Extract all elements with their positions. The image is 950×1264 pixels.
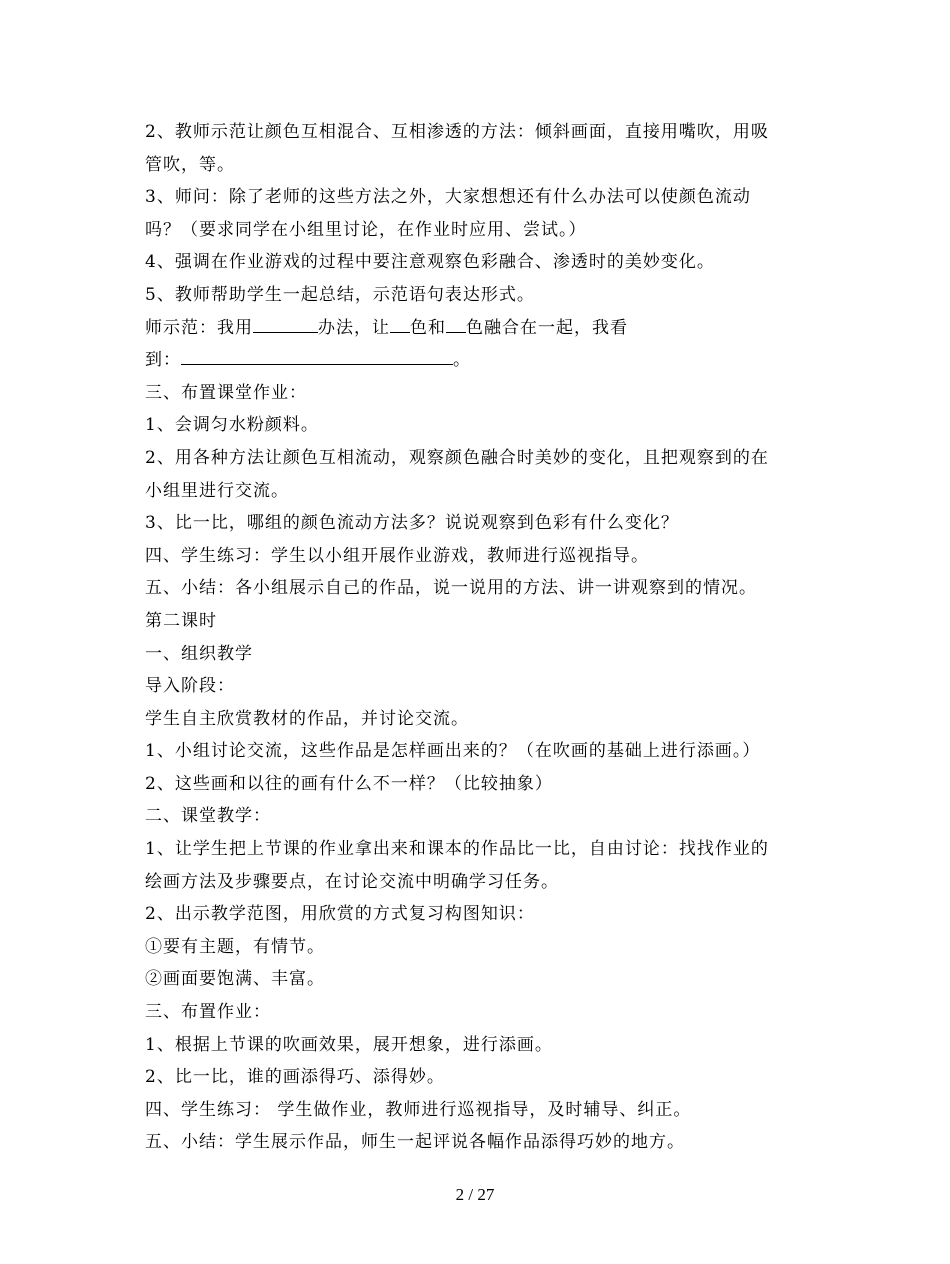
template-text: 色和 — [410, 317, 446, 338]
template-text: 办法，让 — [318, 317, 390, 338]
text-line: 2、比一比，谁的画添得巧、添得妙。 — [145, 1067, 445, 1088]
text-line: 2、出示教学范图，用欣赏的方式复习构图知识： — [145, 904, 535, 925]
text-line: 4、强调在作业游戏的过程中要注意观察色彩融合、渗透时的美妙变化。 — [145, 252, 715, 273]
section-heading: 四、学生练习： 学生做作业，教师进行巡视指导，及时辅导、纠正。 — [145, 1099, 692, 1120]
text-line: 2、用各种方法让颜色互相流动，观察颜色融合时美妙的变化，且把观察到的在 — [145, 447, 769, 468]
fill-blank — [253, 312, 318, 333]
text-line: 1、让学生把上节课的作业拿出来和课本的作品比一比，自由讨论：找找作业的 — [145, 839, 769, 860]
text-line: 3、比一比，哪组的颜色流动方法多？说说观察到色彩有什么变化？ — [145, 513, 679, 534]
document-body — [145, 116, 815, 1159]
section-heading: 一、组织教学 — [145, 643, 253, 664]
fill-in-template-line — [145, 312, 815, 345]
text-line: 吗？（要求同学在小组里讨论，在作业时应用、尝试。） — [145, 219, 587, 240]
template-text: 色融合在一起，我看 — [466, 317, 628, 338]
text-line: ①要有主题，有情节。 — [145, 936, 325, 957]
text-line: 3、师问：除了老师的这些方法之外，大家想想还有什么办法可以使颜色流动 — [145, 187, 751, 208]
page-number: 2 / 27 — [455, 1185, 495, 1204]
section-heading: 三、布置作业： — [145, 1002, 271, 1023]
section-heading: 五、小结：学生展示作品，师生一起评说各幅作品添得巧妙的地方。 — [145, 1132, 685, 1153]
section-heading: 三、布置课堂作业： — [145, 382, 307, 403]
fill-blank — [181, 344, 453, 365]
text-line: 小组里进行交流。 — [145, 480, 289, 501]
text-line: 导入阶段： — [145, 676, 235, 697]
template-text: 到： — [145, 350, 181, 371]
text-line: 5、教师帮助学生一起总结，示范语句表达形式。 — [145, 284, 535, 305]
text-line: 绘画方法及步骤要点，在讨论交流中明确学习任务。 — [145, 871, 559, 892]
text-line: ②画面要饱满、丰富。 — [145, 969, 325, 990]
text-line: 1、小组讨论交流，这些作品是怎样画出来的？（在吹画的基础上进行添画。） — [145, 741, 761, 762]
section-heading: 二、课堂教学： — [145, 806, 271, 827]
text-line: 1、根据上节课的吹画效果，展开想象，进行添画。 — [145, 1034, 553, 1055]
lesson-heading: 第二课时 — [145, 610, 217, 631]
fill-in-template-line — [145, 344, 815, 377]
fill-blank — [390, 312, 410, 333]
template-text: 。 — [453, 350, 471, 371]
fill-blank — [446, 312, 466, 333]
text-line: 2、教师示范让颜色互相混合、互相渗透的方法：倾斜画面，直接用嘴吹，用吸 — [145, 122, 769, 142]
text-line: 学生自主欣赏教材的作品，并讨论交流。 — [145, 708, 469, 729]
section-heading: 五、小结：各小组展示自己的作品，说一说用的方法、讲一讲观察到的情况。 — [145, 578, 757, 599]
text-line: 2、这些画和以往的画有什么不一样？（比较抽象） — [145, 773, 553, 794]
template-text: 师示范：我用 — [145, 317, 253, 338]
section-heading: 四、学生练习：学生以小组开展作业游戏，教师进行巡视指导。 — [145, 545, 649, 566]
text-line: 管吹，等。 — [145, 154, 235, 175]
text-line: 1、会调匀水粉颜料。 — [145, 415, 319, 436]
